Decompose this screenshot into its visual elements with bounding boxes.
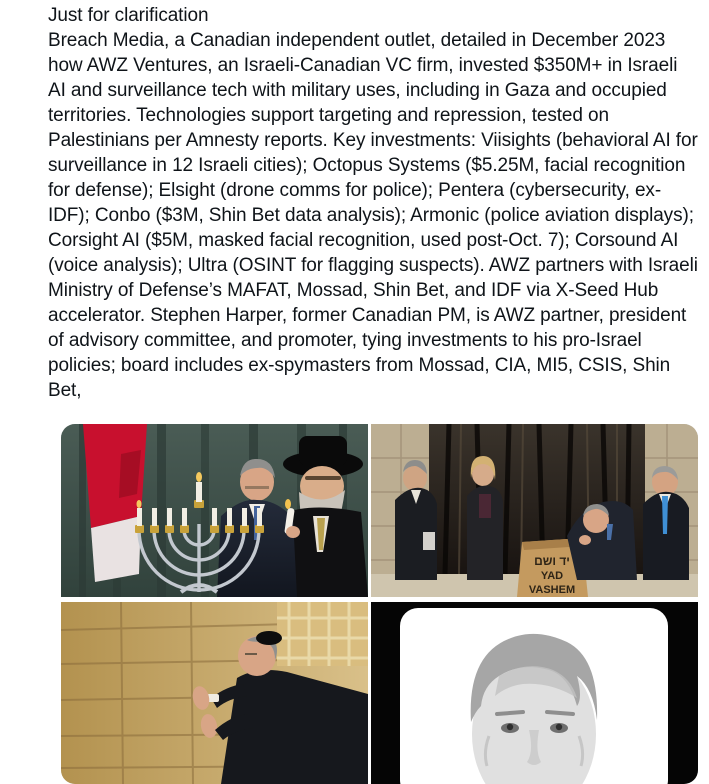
tweet-body-text: Breach Media, a Canadian independent outlet, detailed in December 2023 how AWZ Ventures, an Israeli-Canadian VC firm, invested $350M+ in Israeli AI and surveillance tech with military uses, including in Gaza and occupied territories. Technologies support targeting and repression, tested on Palestinians per Amnesty reports. Key investments: Viisights (behavioral AI for surveillance in 12 Israeli cities); Octopus Systems ($5.25M, facial recognition for defense); Elsight (drone comms for police); Pentera (cybersecurity, ex-IDF); Conbo ($3M, Shin Bet data analysis); Armonic (police aviation displays); Corsight AI ($5M, masked facial recognition, used post-Oct. 7); Corsound AI (voice analysis); Ultra (OSINT for flagging suspects). AWZ partners with Israeli Ministry of Defense’s MAFAT, Mossad, Shin Bet, and IDF via X-Seed Hub accelerator. Stephen Harper, former Canadian PM, is AWZ partner, president of advisory committee, and promoter, tying investments to his pro-Israel policies; board includes ex-spymasters from Mossad, CIA, MI5, CSIS, Shin Bet, — [48, 30, 704, 401]
podium-hebrew-text: יד ושם — [534, 554, 570, 568]
media-photo-harper-portrait[interactable] — [371, 602, 698, 784]
tweet-media-grid — [61, 424, 698, 784]
tweet-intro-line: Just for clarification — [48, 5, 209, 26]
tweet-text — [48, 3, 704, 403]
media-photo-western-wall[interactable] — [61, 602, 368, 784]
media-photo-yad-vashem[interactable] — [371, 424, 698, 597]
media-photo-menorah-lighting[interactable] — [61, 424, 368, 597]
harper-portrait — [471, 634, 597, 784]
golden-lattice — [277, 602, 368, 666]
podium-vashem-text: VASHEM — [528, 584, 576, 596]
podium-yad-text: YAD — [540, 570, 564, 582]
